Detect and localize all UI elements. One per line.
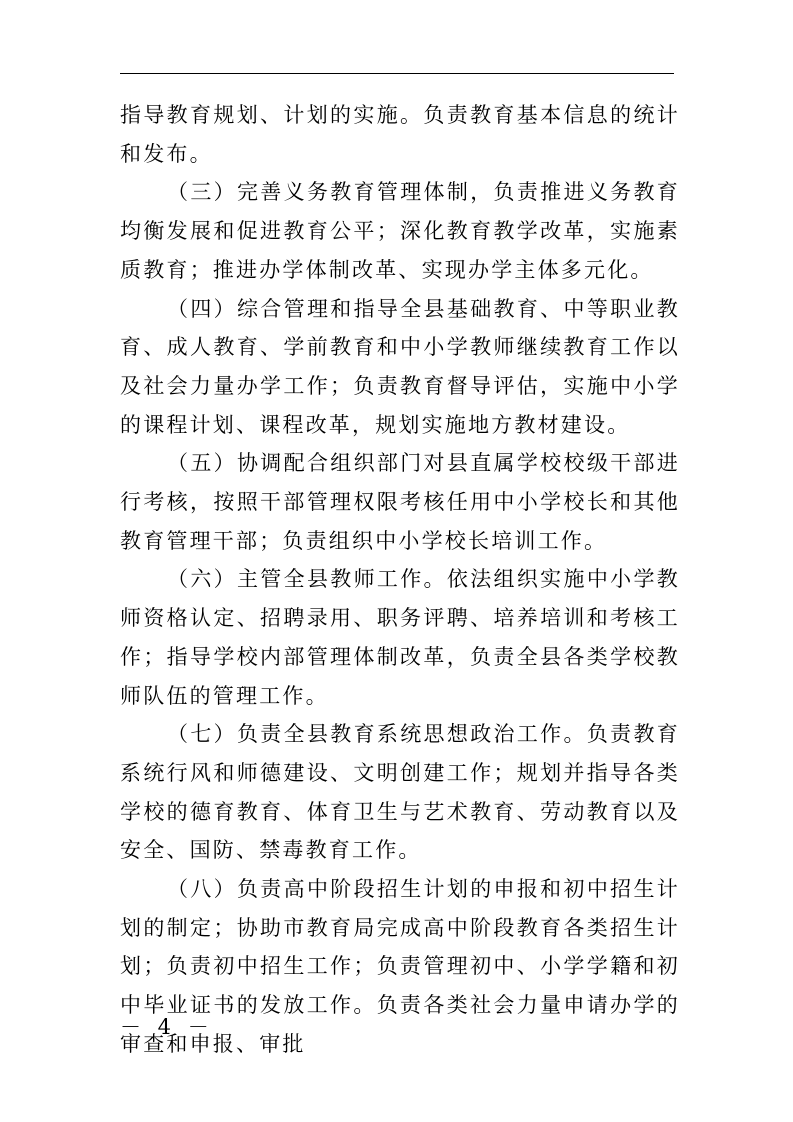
page-number: － 4 － [120, 1015, 214, 1039]
paragraph-item-3: （三）完善义务教育管理体制，负责推进义务教育均衡发展和促进教育公平；深化教育教学改革，实施素质教育；推进办学体制改革、实现办学主体多元化。 [120, 180, 680, 282]
paragraph-continuation: 指导教育规划、计划的实施。负责教育基本信息的统计和发布。 [120, 103, 680, 166]
paragraph-item-8: （八）负责高中阶段招生计划的申报和初中招生计划的制定；协助市教育局完成高中阶段教育各类招生计划；负责初中招生工作；负责管理初中、小学学籍和初中毕业证书的发放工作。负责各类社会力量申请办学的审查和申报、审批 [120, 877, 680, 1056]
paragraph-item-4: （四）综合管理和指导全县基础教育、中等职业教育、成人教育、学前教育和中小学教师继续教育工作以及社会力量办学工作；负责教育督导评估，实施中小学的课程计划、课程改革，规划实施地方教材建设。 [120, 296, 680, 437]
paragraph-item-7: （七）负责全县教育系统思想政治工作。负责教育系统行风和师德建设、文明创建工作；规划并指导各类学校的德育教育、体育卫生与艺术教育、劳动教育以及安全、国防、禁毒教育工作。 [120, 722, 680, 863]
header-rule [120, 73, 674, 74]
document-body [120, 96, 680, 1064]
paragraph-item-5: （五）协调配合组织部门对县直属学校校级干部进行考核，按照干部管理权限考核任用中小学校长和其他教育管理干部；负责组织中小学校长培训工作。 [120, 451, 680, 553]
paragraph-item-6: （六）主管全县教师工作。依法组织实施中小学教师资格认定、招聘录用、职务评聘、培养培训和考核工作；指导学校内部管理体制改革，负责全县各类学校教师队伍的管理工作。 [120, 567, 680, 708]
